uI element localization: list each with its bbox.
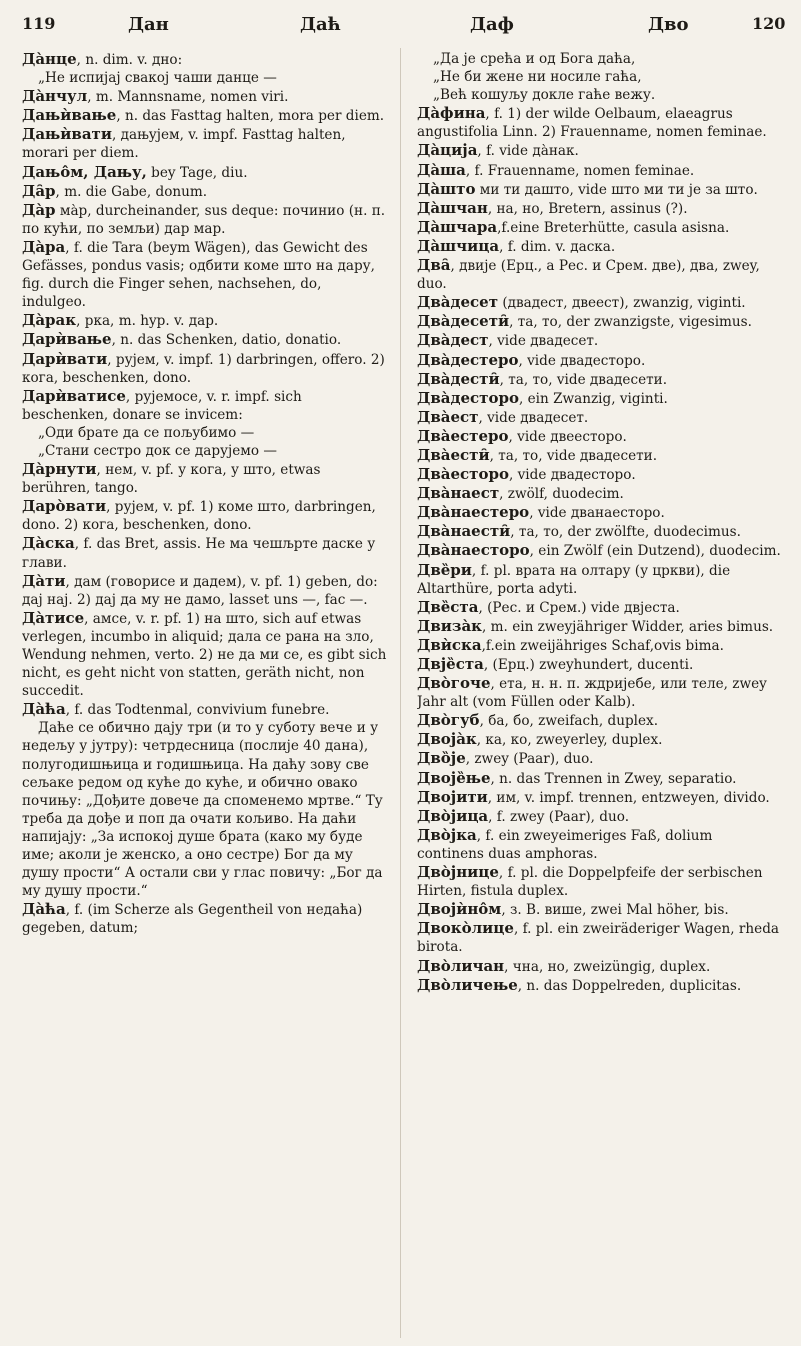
entry-definition: , f. pl. ein zweiräderiger Wagen, rheda birota.: [417, 921, 780, 956]
entry-definition: , n. das Doppelreden, duplicitas.: [517, 977, 742, 994]
entry-definition: , n. das Fasttag halten, mora per diem.: [116, 108, 385, 125]
entry-definition: , f. ein zweyeimeriges Faß, dolium continens duas amphoras.: [417, 827, 713, 862]
entry-headword: Да̀ра: [22, 237, 66, 256]
dictionary-entry: [417, 636, 782, 655]
entry-headword: Два̀десети̑: [417, 312, 510, 331]
entry-headword: Два̀десторо: [417, 388, 519, 407]
entry-headword: Да̀ција: [417, 141, 478, 160]
entry-definition: , дањујем, v. impf. Fasttag halten, morari per diem.: [22, 127, 346, 162]
entry-headword: Две̏ста: [417, 597, 479, 616]
entry-headword: Два̀дестеро: [417, 350, 519, 369]
dictionary-entry: [417, 408, 782, 427]
entry-headword: Двје̏ста: [417, 655, 484, 673]
entry-headword: Дво̀јица: [417, 806, 489, 825]
entry-headword: Дањѝвати: [22, 125, 112, 144]
dictionary-entry: [22, 201, 387, 238]
dictionary-entry: [417, 293, 782, 312]
entry-definition: , та, то, vide двадесети.: [499, 371, 668, 388]
dictionary-entry: [417, 503, 782, 522]
dictionary-entry: [22, 719, 387, 900]
entry-headword: Да̀ша: [417, 160, 466, 179]
entry-headword: Да̀р: [22, 200, 56, 219]
dictionary-entry: [417, 141, 782, 160]
entry-headword: Да̀рак: [22, 311, 77, 330]
entry-definition: , та, то, vide двадесети.: [489, 447, 658, 464]
dictionary-entry: [417, 598, 782, 617]
dictionary-entry: [417, 976, 782, 995]
dictionary-entry: [22, 182, 387, 201]
entry-headword: Дарѝвати: [22, 349, 108, 368]
entry-headword: Дво̀губ: [417, 711, 480, 730]
entry-headword: Два̑: [417, 256, 451, 275]
dictionary-entry: [22, 572, 387, 609]
entry-headword: Да̀нчул: [22, 87, 88, 106]
dictionary-entry: [417, 807, 782, 826]
dictionary-entry: [22, 442, 387, 460]
entry-headword: Двојѝно̂м: [417, 900, 502, 919]
entry-definition: , ein Zwölf (ein Dutzend), duodecim.: [529, 543, 781, 560]
entry-headword: Два̀ести̑: [417, 445, 490, 464]
right-guide-word-last: Дво: [648, 14, 689, 35]
dictionary-entry: [417, 50, 782, 68]
entry-headword: Два̀ест: [417, 407, 479, 426]
entry-definition: , vide двадесет.: [488, 333, 599, 350]
entry-definition: , n. dim. v. дно:: [76, 52, 183, 68]
dictionary-entry: [417, 86, 782, 104]
dictionary-entry: [22, 350, 387, 387]
dictionary-entry: [417, 389, 782, 408]
dictionary-entry: [22, 50, 387, 69]
entry-definition: , ета, н. н. п. ждријебе, или теле, zwey Jahr alt (vom Füllen oder Kalb).: [417, 676, 767, 711]
entry-definition: , m. Mannsname, nomen viri.: [87, 89, 289, 106]
entry-definition: „Не испијај свакој чаши данце —: [38, 70, 277, 87]
entry-definition: „Стани сестро док се дарујемо —: [38, 442, 277, 459]
entry-headword: Да̀шчан: [417, 198, 488, 217]
entry-definition: „Оди брате да се пољубимо —: [38, 424, 255, 441]
entry-headword: Два̀естеро: [417, 426, 509, 445]
entry-definition: , та, то, der zwanzigste, vigesimus.: [509, 314, 752, 331]
entry-headword: Дањѝвање: [22, 106, 117, 125]
entry-definition: , f. 1) der wilde Oelbaum, elaeagrus angustifolia Linn. 2) Frauenname, nomen feminae.: [417, 106, 767, 141]
dictionary-entry: [417, 919, 782, 956]
dictionary-entry: [22, 460, 387, 497]
dictionary-entry: [417, 104, 782, 141]
left-guide-word-first: Дан: [128, 14, 169, 35]
entry-headword: Да̀шчара: [417, 217, 498, 236]
dictionary-entry: [417, 484, 782, 503]
dictionary-entry: [417, 312, 782, 331]
dictionary-entry: [417, 351, 782, 370]
entry-definition: , чна, но, zweizüngig, duplex.: [504, 958, 711, 975]
entry-definition: ма̀р, durcheinander, sus deque: починио (н. п. по кући, по земљи) дар мар.: [22, 202, 386, 237]
entry-headword: Два̀дести̑: [417, 369, 500, 388]
dictionary-entry: [417, 180, 782, 199]
entry-headword: Дво̏је: [417, 749, 466, 768]
running-head: [0, 8, 801, 42]
entry-definition: , рујем, v. impf. 1) darbringen, offero. 2) кога, beschenken, dono.: [22, 351, 385, 386]
entry-definition: , f. vide да̀нак.: [477, 143, 579, 160]
entry-headword: Два̀дест: [417, 331, 489, 350]
entry-headword: Дво̀личан: [417, 956, 505, 975]
entry-headword: Да̀што: [417, 179, 476, 198]
dictionary-entry: [22, 609, 387, 700]
dictionary-entry: [417, 826, 782, 863]
right-column: [417, 50, 782, 1335]
entry-definition: , f. zwey (Paar), duo.: [488, 808, 630, 825]
entry-definition: „Да је срећа и од Бога даћа,: [433, 51, 636, 67]
entry-definition: , на, но, Bretern, assinus (?).: [487, 200, 688, 217]
dictionary-entry: [22, 163, 387, 182]
right-guide-word-first: Даф: [470, 14, 514, 35]
entry-headword: Да̀шчица: [417, 236, 500, 255]
entry-headword: Два̀наест: [417, 484, 500, 503]
entry-headword: Да̀тисе: [22, 608, 85, 627]
entry-headword: Два̀наестеро: [417, 503, 530, 522]
dictionary-entry: [417, 237, 782, 256]
entry-definition: , f. das Todtenmal, convivium funebre.: [65, 702, 330, 719]
entry-definition: , рујем, v. pf. 1) коме што, darbringen, dono. 2) кога, beschenken, dono.: [22, 499, 376, 534]
entry-definition: ,f.eine Breterhütte, casula asisna.: [497, 219, 730, 236]
entry-definition: , f. (im Scherze als Gegentheil von недаћа) gegeben, datum;: [22, 902, 363, 937]
entry-headword: Двиза̀к: [417, 616, 483, 635]
entry-headword: Да̀ћа: [22, 900, 66, 919]
dictionary-entry: [417, 427, 782, 446]
dictionary-entry: [22, 311, 387, 330]
entry-definition: , m. ein zweyjähriger Widder, aries bimus.: [482, 618, 774, 635]
dictionary-entry: [417, 541, 782, 560]
entry-definition: , zwey (Paar), duo.: [465, 751, 594, 768]
entry-definition: , f. dim. v. даска.: [499, 238, 616, 255]
entry-definition: , рујемосе, v. r. impf. sich beschenken, donare se invicem:: [22, 388, 302, 423]
dictionary-entry: [22, 106, 387, 125]
entry-definition: , f. pl. врата на олтару (у цркви), die Altarthüre, porta adyti.: [417, 562, 731, 597]
entry-definition: „Не би жене ни носиле гаћа,: [433, 69, 642, 86]
entry-headword: Двоја̀к: [417, 730, 477, 749]
dictionary-entry: [22, 87, 387, 106]
entry-definition: , n. das Schenken, datio, donatio.: [111, 332, 342, 349]
dictionary-entry: [417, 68, 782, 86]
entry-definition: , m. die Gabe, donum.: [55, 183, 208, 200]
dictionary-entry: [22, 387, 387, 424]
dictionary-entry: [22, 497, 387, 534]
entry-definition: , двије (Ерц., а Рес. и Срем. две), два, zwey, duo.: [417, 258, 760, 293]
dictionary-entry: [417, 900, 782, 919]
dictionary-entry: [22, 900, 387, 937]
entry-definition: , f. die Tara (beym Wägen), das Gewicht des Gefässes, pondus vasis; одбити коме што на дару, fig. durch die Finger sehen, nachsehen, do, indulgeo.: [22, 239, 375, 311]
dictionary-entry: [22, 69, 387, 87]
dictionary-entry: [22, 330, 387, 349]
entry-headword: Да̀ти: [22, 571, 66, 590]
entry-definition: , ein Zwanzig, viginti.: [518, 390, 668, 407]
entry-definition: , ка, ко, zweyerley, duplex.: [476, 732, 663, 749]
dictionary-entry: [417, 199, 782, 218]
entry-headword: Дво̀гоче: [417, 674, 491, 693]
entry-definition: , з. В. више, zwei Mal höher, bis.: [501, 902, 729, 919]
dictionary-entry: [417, 331, 782, 350]
dictionary-entry: [417, 788, 782, 807]
entry-headword: Дво̀јка: [417, 825, 477, 844]
entry-headword: Два̀наести̑: [417, 522, 511, 541]
entry-headword: Два̀наесторо: [417, 541, 530, 560]
entry-definition: , f. pl. die Doppelpfeife der serbischen Hirten, fistula duplex.: [417, 865, 763, 900]
dictionary-entry: [417, 655, 782, 674]
entry-definition: , дам (говорисе и дадем), v. pf. 1) geben, do: дај нај. 2) дај да му не дамо, lasset uns —, fac —.: [22, 573, 378, 608]
dictionary-entry: [22, 424, 387, 442]
entry-headword: Двѝска: [417, 635, 482, 654]
dictionary-entry: [417, 446, 782, 465]
entry-headword: Дво̀личење: [417, 975, 518, 994]
entry-headword: Дво̀јнице: [417, 863, 499, 882]
entry-definition: , та, то, der zwölfte, duodecimus.: [510, 524, 741, 541]
entry-definition: , рка, m. hyp. v. дар.: [76, 313, 219, 330]
dictionary-entry: [417, 465, 782, 484]
entry-definition: (двадест, двеест), zwanzig, viginti.: [498, 295, 746, 312]
dictionary-entry: [417, 161, 782, 180]
entry-headword: Две̏ри: [417, 560, 472, 579]
entry-headword: Дарѝватисе: [22, 386, 126, 405]
dictionary-entry: [417, 957, 782, 976]
dictionary-entry: [417, 749, 782, 768]
entry-definition: , f. das Bret, assis. Не ма чешљрте даске у глави.: [22, 536, 376, 571]
entry-definition: , амсе, v. r. pf. 1) на што, sich auf etwas verlegen, incumbo in aliquid; дала се рана на зло, Wendung nehmen, verto. 2) не да ми се, es gibt sich nicht, es geht nicht von statten, geräth nicht, non succedit.: [22, 610, 387, 700]
dictionary-entry: [417, 711, 782, 730]
dictionary-entry: [417, 730, 782, 749]
entry-definition: , vide дванаесторо.: [529, 505, 665, 522]
entry-definition: , ба, бо, zweifach, duplex.: [479, 713, 659, 730]
entry-headword: Да̀ска: [22, 534, 75, 553]
dictionary-entry: [417, 218, 782, 237]
entry-definition: , (Ерц.) zweyhundert, ducenti.: [483, 657, 694, 673]
entry-headword: Да̑р: [22, 181, 56, 200]
entry-definition: , vide двеесторо.: [508, 428, 627, 445]
entry-definition: , vide двадесторо.: [508, 467, 636, 484]
entry-definition: , zwölf, duodecim.: [499, 486, 624, 503]
entry-definition: , vide двадесторо.: [518, 352, 646, 369]
dictionary-entry: [417, 370, 782, 389]
entry-headword: Двоко̀лице: [417, 919, 514, 938]
entry-definition: , им, v. impf. trennen, entzweyen, divido.: [487, 789, 770, 806]
entry-headword: Двоје̏ње: [417, 768, 491, 787]
left-guide-word-last: Даћ: [300, 14, 341, 35]
dictionary-entry: [22, 238, 387, 311]
dictionary-entry: [417, 561, 782, 598]
column-divider: [400, 48, 401, 1338]
dictionary-entry: [417, 863, 782, 900]
entry-headword: Двојити: [417, 787, 488, 806]
entry-definition: , n. das Trennen in Zwey, separatio.: [490, 770, 737, 787]
dictionary-entry: [22, 125, 387, 162]
entry-headword: Два̀десет: [417, 293, 498, 312]
entry-headword: Дарѝвање: [22, 330, 112, 349]
dictionary-entry: [417, 617, 782, 636]
dictionary-entry: [22, 534, 387, 571]
entry-definition: , нем, v. pf. у кога, у што, etwas berühren, tango.: [22, 462, 321, 497]
entry-headword: Два̀есторо: [417, 465, 509, 484]
entry-headword: Дањо̂м, Дању,: [22, 162, 147, 181]
entry-definition: ,f.ein zweijähriges Schaf,ovis bima.: [481, 637, 724, 654]
entry-headword: Да̀ћа: [22, 700, 66, 719]
dictionary-entry: [22, 700, 387, 719]
entry-headword: Да̀фина: [417, 104, 486, 123]
dictionary-entry: [417, 522, 782, 541]
entry-headword: Да̀рнути: [22, 460, 97, 479]
dictionary-entry: [417, 769, 782, 788]
entry-definition: , f. Frauenname, nomen feminae.: [465, 162, 695, 179]
left-column: [22, 50, 387, 1335]
entry-definition: „Већ кошуљу докле гаће вежу.: [433, 87, 656, 104]
entry-definition: ми ти дашто, vide што ми ти је за што.: [475, 181, 758, 198]
right-page-number: 120: [752, 14, 786, 33]
entry-definition: bey Tage, diu.: [146, 164, 248, 181]
dictionary-entry: [417, 256, 782, 293]
dictionary-entry: [417, 674, 782, 711]
left-page-number: 119: [22, 14, 56, 33]
entry-definition: Даће се обично дају три (и то у суботу вече и у недељу у јутру): четрдесница (послије 40 дана), полугодишњица и годишњица. На даћу зову све сељаке редом од куће до куће, и обично овако почињу: „Дођите довече да споменемо мртве.“ Ту треба да дође и поп да очати кољиво. На даћи напијају: „За испокој душе брата (како му буде име; аколи је женско, а оно сестре) Бог да му душу прости“ А остали сви у глас повичу: „Бог да му душу прости.“: [22, 720, 383, 900]
entry-headword: Да̀нце: [22, 50, 77, 68]
entry-definition: , vide двадесет.: [478, 409, 589, 426]
entry-definition: , (Рес. и Срем.) vide двјеста.: [478, 599, 680, 616]
entry-headword: Даро̀вати: [22, 497, 107, 516]
